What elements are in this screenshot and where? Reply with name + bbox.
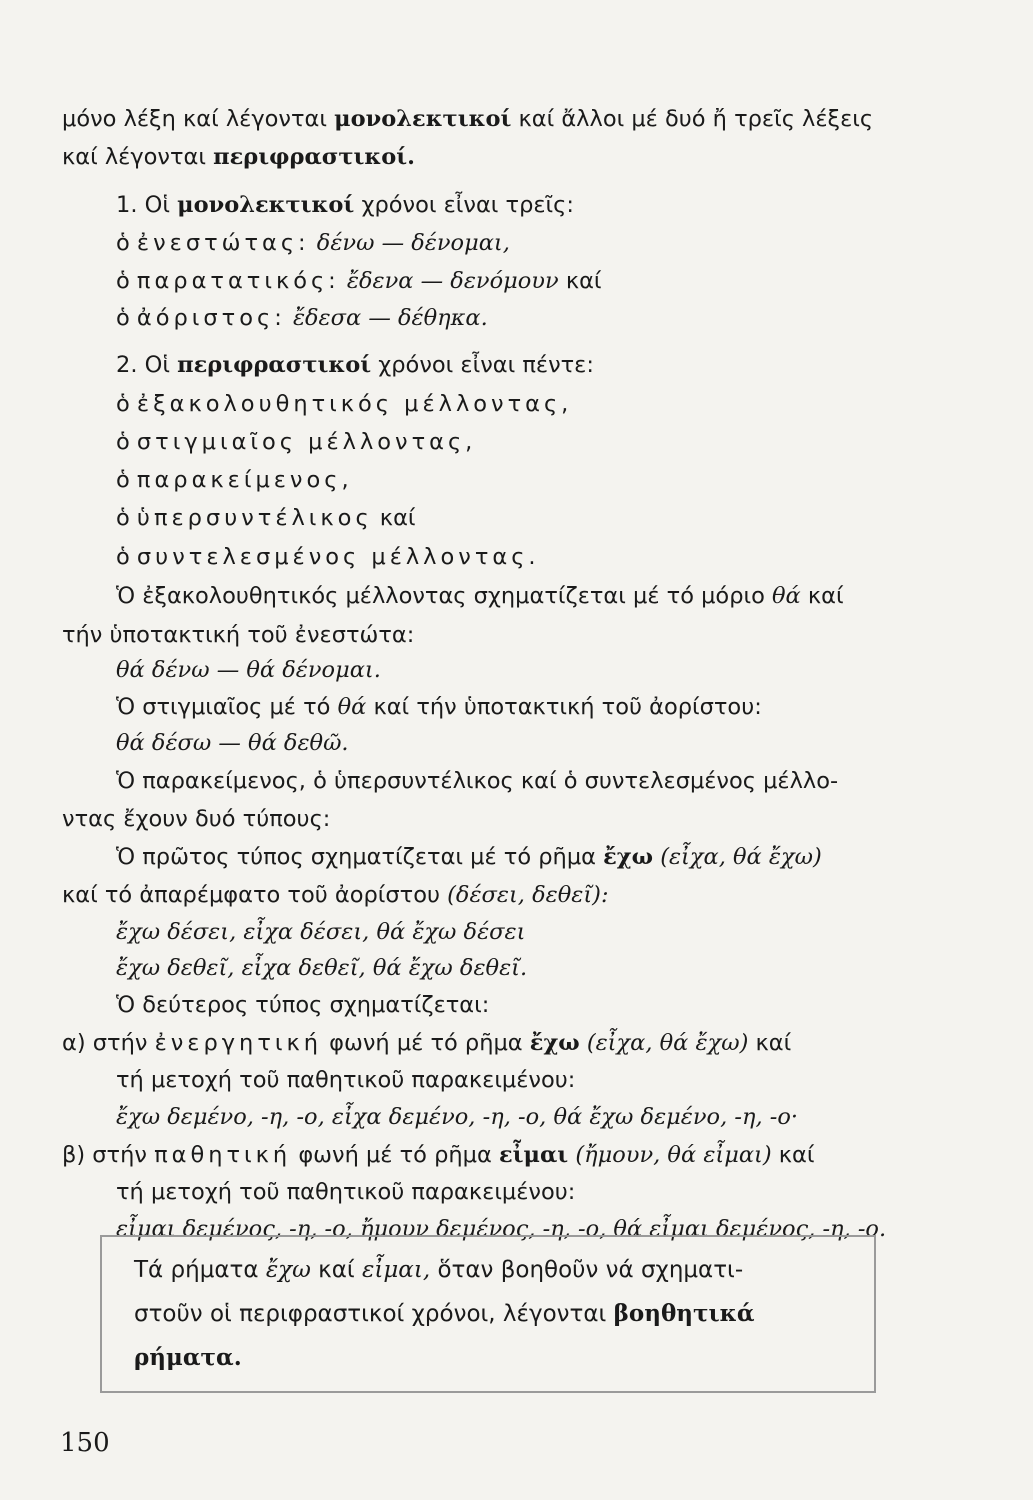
- text-line: [116, 1177, 575, 1207]
- text-line: [62, 620, 414, 650]
- text-line-segment: ἔχω δεμένο, -η, -ο, εἶχα δεμένο, -η, -ο, θά ἔχω δεμένο, -η, -ο·: [116, 1104, 799, 1130]
- text-line: [62, 1140, 815, 1170]
- text-line-segment: ὁ: [116, 429, 137, 455]
- text-line: [62, 880, 609, 910]
- text-line-segment: ἔδεσα — δέθηκα.: [292, 305, 488, 331]
- text-line: [116, 655, 381, 685]
- text-line-segment: στιγμιαῖος μέλλοντας,: [136, 429, 477, 455]
- text-line-segment: [286, 305, 293, 331]
- text-line: [116, 266, 602, 296]
- text-line: [116, 350, 594, 380]
- page-number: 150: [60, 1428, 110, 1458]
- text-line-segment: ἔχω δέσει, εἶχα δέσει, θά ἔχω δέσει: [116, 919, 526, 945]
- text-line-segment: ὁ: [116, 505, 137, 531]
- text-line: [116, 1102, 798, 1132]
- text-line: [62, 104, 873, 134]
- text-line-segment: καί: [372, 505, 416, 531]
- text-line: [62, 1028, 791, 1058]
- text-line: [62, 804, 330, 834]
- text-line-segment: ἐνεργητική: [154, 1030, 322, 1056]
- text-line: [116, 1065, 575, 1095]
- text-line-segment: Ὁ παρακείμενος, ὁ ὑπερσυντέλικος καί ὁ συντελεσμένος μέλλο-: [116, 768, 839, 794]
- text-line-segment: θά δένω — θά δένομαι.: [116, 657, 381, 683]
- text-line-segment: καί ἄλλοι μέ δυό ἤ τρεῖς λέξεις: [511, 106, 874, 132]
- text-line-segment: ἐξακολουθητικός μέλλοντας,: [136, 391, 573, 417]
- text-line-segment: ἔχω: [603, 844, 654, 870]
- note-line: [134, 1299, 755, 1329]
- note-line-segment: ὅταν βοηθοῦν νά σχηματι-: [430, 1257, 744, 1283]
- text-line: [116, 728, 349, 758]
- text-line-segment: περιφραστικοί: [177, 352, 372, 378]
- text-line: [116, 427, 476, 457]
- text-line-segment: ἀόριστος:: [136, 305, 286, 331]
- text-line-segment: παθητική: [154, 1142, 292, 1168]
- text-line-segment: καί τό ἀπαρέμφατο τοῦ ἀορίστου: [62, 882, 448, 908]
- text-line-segment: φωνή μέ τό ρῆμα: [291, 1142, 499, 1168]
- text-line-segment: παρατατικός:: [136, 268, 340, 294]
- text-line-segment: καί: [800, 583, 844, 609]
- text-line-segment: ντας ἔχουν δυό τύπους:: [62, 806, 331, 832]
- text-line: [116, 917, 525, 947]
- text-line-segment: Ὁ στιγμιαῖος μέ τό: [116, 694, 338, 720]
- note-line-segment: ἔχω: [265, 1257, 311, 1283]
- text-line-segment: [340, 268, 347, 294]
- text-line: [116, 990, 489, 1020]
- text-line-segment: ὁ: [116, 230, 137, 256]
- text-line-segment: χρόνοι εἶναι πέντε:: [371, 352, 594, 378]
- text-line: [116, 465, 353, 495]
- text-line-segment: (εἶχα, θά ἔχω): [660, 844, 822, 870]
- text-line-segment: εἶμαι: [498, 1142, 569, 1168]
- text-line: [116, 190, 574, 220]
- text-line-segment: Ὁ ἐξακολουθητικός μέλλοντας σχηματίζεται μέ τό μόριο: [116, 583, 773, 609]
- text-line-segment: [580, 1030, 587, 1056]
- text-line-segment: ὁ: [116, 391, 137, 417]
- text-line-segment: ἔχω: [529, 1030, 580, 1056]
- text-line-segment: ὁ: [116, 305, 137, 331]
- text-line: [116, 389, 572, 419]
- text-line-segment: 1. Οἱ: [116, 192, 178, 218]
- text-line: [62, 142, 415, 172]
- text-line-segment: καί τήν ὑποτακτική τοῦ ἀορίστου:: [366, 694, 762, 720]
- text-line-segment: ὁ: [116, 268, 137, 294]
- text-line-segment: ἐνεστώτας:: [136, 230, 310, 256]
- text-line-segment: θά δέσω — θά δεθῶ.: [116, 730, 349, 756]
- text-line-segment: δένω — δένομαι,: [316, 230, 510, 256]
- text-line-segment: μόνο λέξη καί λέγονται: [62, 106, 335, 132]
- text-line: [116, 503, 416, 533]
- text-line: [116, 953, 527, 983]
- text-line-segment: τή μετοχή τοῦ παθητικοῦ παρακειμένου:: [116, 1067, 576, 1093]
- text-line-segment: καί: [771, 1142, 815, 1168]
- text-line-segment: Ὁ πρῶτος τύπος σχηματίζεται μέ τό ρῆμα: [116, 844, 604, 870]
- text-line: [116, 842, 822, 872]
- text-line-segment: παρακείμενος,: [136, 467, 353, 493]
- note-line: [134, 1255, 743, 1285]
- note-line: [134, 1343, 242, 1373]
- text-line-segment: ὑπερσυντέλικος: [136, 505, 373, 531]
- text-line-segment: ὁ: [116, 544, 137, 570]
- text-line-segment: (εἶχα, θά ἔχω): [586, 1030, 749, 1056]
- text-line: [116, 542, 540, 572]
- text-line-segment: καί λέγονται: [62, 144, 214, 170]
- text-line: [116, 766, 838, 796]
- text-line-segment: εἶμαι δεμένος, -η, -ο, ἤμουν δεμένος, -η, -ο, θά εἶμαι δεμένος, -η, -ο.: [116, 1216, 887, 1242]
- text-line-segment: καί: [748, 1030, 792, 1056]
- text-line: [116, 692, 762, 722]
- text-line-segment: θά: [772, 583, 801, 609]
- text-line-segment: β) στήν: [62, 1142, 155, 1168]
- text-line-segment: τήν ὑποτακτική τοῦ ἐνεστώτα:: [62, 622, 415, 648]
- note-line-segment: καί: [310, 1257, 362, 1283]
- text-line-segment: περιφραστικοί.: [213, 144, 415, 170]
- text-line-segment: χρόνοι εἶναι τρεῖς:: [354, 192, 574, 218]
- text-line-segment: (δέσει, δεθεῖ):: [447, 882, 609, 908]
- text-line-segment: τή μετοχή τοῦ παθητικοῦ παρακειμένου:: [116, 1179, 576, 1205]
- text-line-segment: Ὁ δεύτερος τύπος σχηματίζεται:: [116, 992, 490, 1018]
- note-line-segment: στοῦν οἱ περιφραστικοί χρόνοι, λέγονται: [134, 1301, 614, 1327]
- text-line: [116, 581, 844, 611]
- text-line: [116, 228, 510, 258]
- text-line-segment: ὁ: [116, 467, 137, 493]
- text-line-segment: ἔδενα — δενόμουν: [346, 268, 559, 294]
- note-line-segment: ρήματα.: [134, 1344, 242, 1371]
- text-line-segment: συντελεσμένος μέλλοντας.: [136, 544, 540, 570]
- text-line-segment: [310, 230, 317, 256]
- text-line-segment: καί: [558, 268, 602, 294]
- text-line-segment: μονολεκτικοί: [177, 192, 355, 218]
- text-line-segment: α) στήν: [62, 1030, 155, 1056]
- text-line: [116, 303, 488, 333]
- text-line-segment: μονολεκτικοί: [334, 106, 512, 132]
- text-line-segment: φωνή μέ τό ρῆμα: [322, 1030, 530, 1056]
- note-line-segment: εἶμαι,: [361, 1257, 431, 1283]
- note-box: [100, 1235, 876, 1393]
- text-line-segment: ἔχω δεθεῖ, εἶχα δεθεῖ, θά ἔχω δεθεῖ.: [116, 955, 528, 981]
- note-line-segment: Τά ρήματα: [134, 1257, 266, 1283]
- text-line-segment: (ἤμουν, θά εἶμαι): [575, 1142, 772, 1168]
- note-line-segment: βοηθητικά: [613, 1300, 755, 1327]
- text-line-segment: θά: [337, 694, 367, 720]
- text-line-segment: 2. Οἱ: [116, 352, 178, 378]
